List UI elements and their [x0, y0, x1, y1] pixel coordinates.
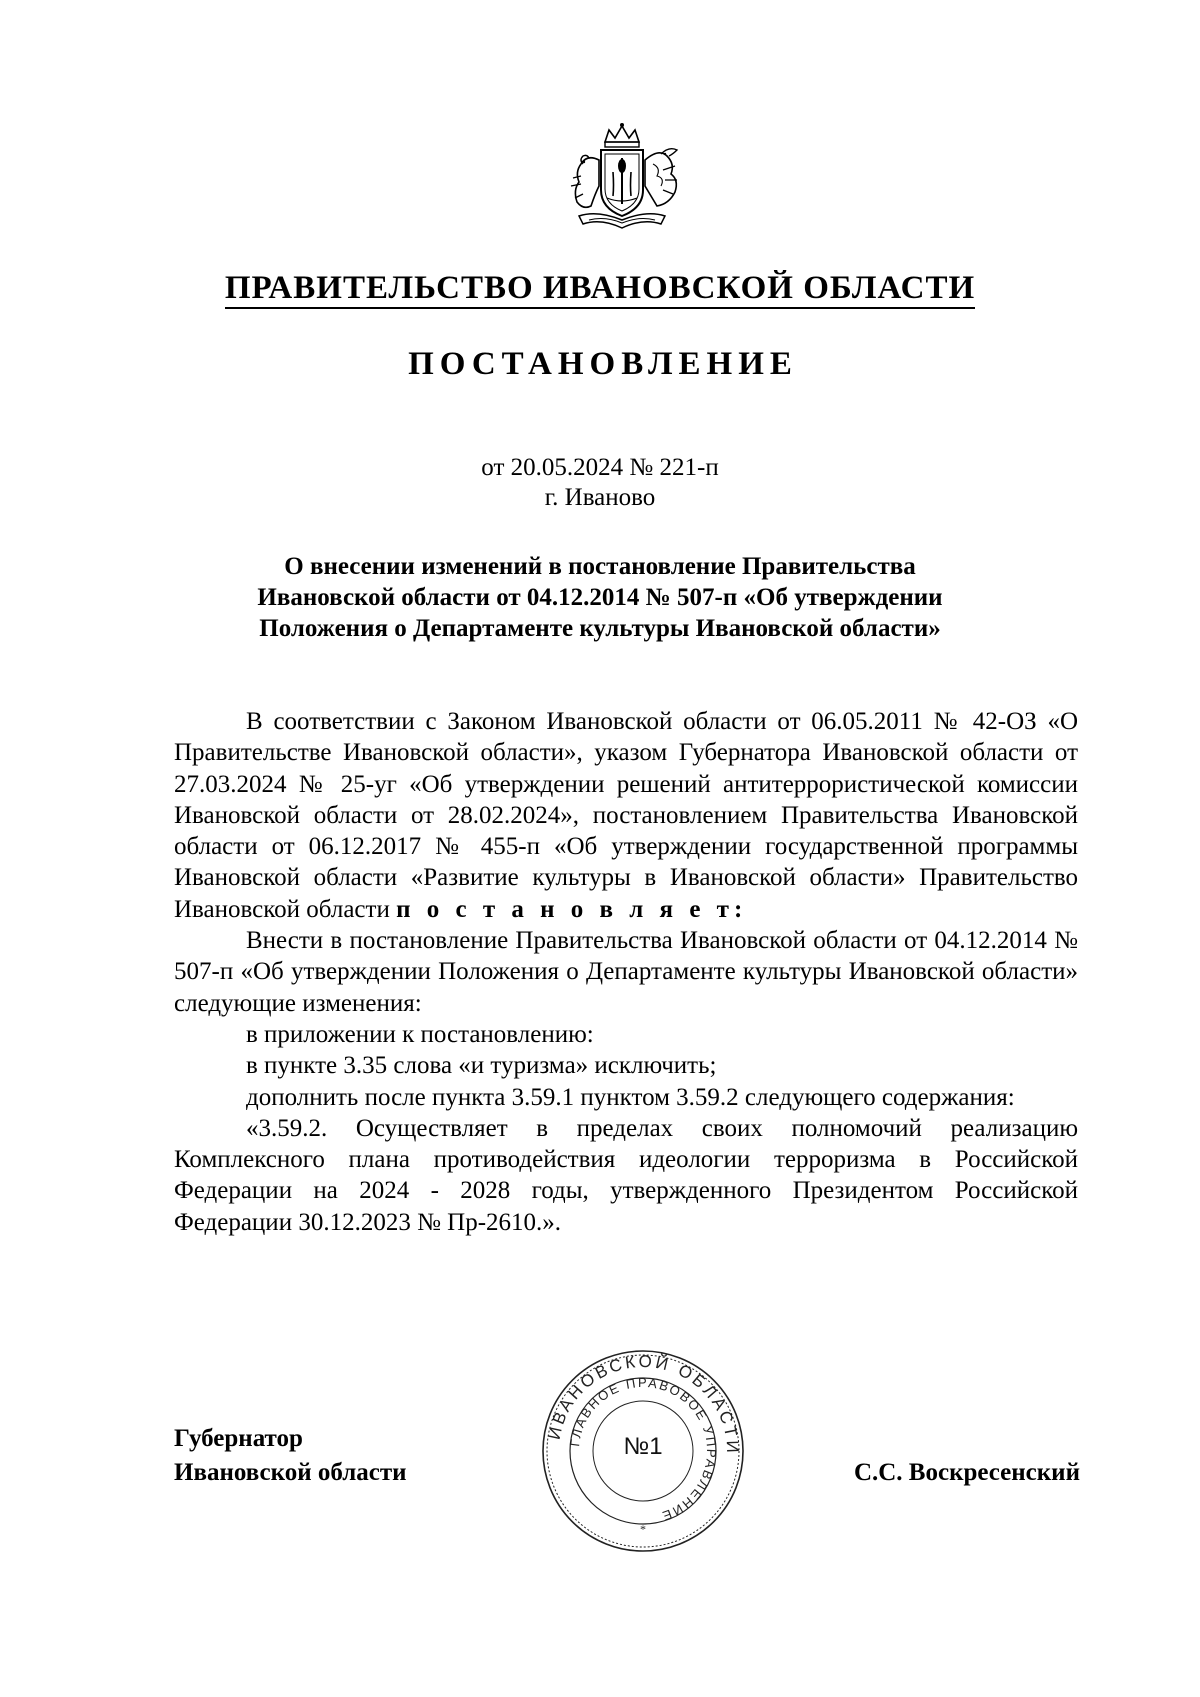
preamble-paragraph [174, 706, 1078, 925]
signatory-position [174, 1422, 407, 1490]
stamp-inner-text: ГЛАВНОЕ ПРАВОВОЕ УПРАВЛЕНИЕ [567, 1374, 720, 1525]
document-city: г. Иваново [544, 484, 656, 511]
preamble-text: В соответствии с Законом Ивановской области от 06.05.2011 № 42-ОЗ «О Правительстве Ивановской области», указом Губернатора Ивановской области от 27.03.2024 № 25-уг «Об утверждении решений антитеррористической комиссии Ивановской области от 28.02.2024», постановлением Правительства Ивановской области от 06.12.2017 № 455-п «Об утверждении государственной программы Ивановской области «Развитие культуры в Ивановской области» Правительство Ивановской области [174, 708, 1078, 923]
signatory-position-line: Губернатор [174, 1425, 303, 1452]
document-date-number: от 20.05.2024 № 221-п [481, 454, 719, 481]
organization-title [0, 270, 1200, 307]
stamp-number: №1 [623, 1433, 663, 1460]
body-paragraph: в пункте 3.35 слова «и туризма» исключить; [246, 1052, 717, 1080]
body-paragraph: в приложении к постановлению: [246, 1020, 594, 1048]
svg-text:*: * [640, 1522, 646, 1536]
subject-line: Ивановской области от 04.12.2014 № 507-п «Об утверждении [257, 584, 943, 611]
document-body [174, 706, 1078, 1238]
signatory-position-line: Ивановской области [174, 1459, 407, 1486]
organization-title-text: ПРАВИТЕЛЬСТВО ИВАНОВСКОЙ ОБЛАСТИ [225, 270, 975, 309]
body-paragraph: дополнить после пункта 3.59.1 пунктом 3.59.2 следующего содержания: [246, 1083, 1015, 1111]
document-type: ПОСТАНОВЛЕНИЕ [408, 346, 798, 382]
subject-line: Положения о Департаменте культуры Ивановской области» [259, 615, 941, 642]
body-paragraph: «3.59.2. Осуществляет в пределах своих полномочий реализацию Комплексного плана противодействия идеологии терроризма в Российской Федерации на 2024 - 2028 годы, утвержденного Президентом Российской Федерации 30.12.2023 № Пр-2610.». [174, 1114, 1078, 1236]
signatory-name: С.С. Воскресенский [853, 1459, 1080, 1486]
official-stamp [540, 1348, 746, 1554]
subject-line: О внесении изменений в постановление Правительства [284, 553, 916, 580]
coat-of-arms-icon [557, 120, 687, 232]
document-subject [0, 551, 1200, 644]
resolves-text: п о с т а н о в л я е т: [396, 895, 748, 923]
stamp-outer-text: ИВАНОВСКОЙ ОБЛАСТИ [544, 1351, 743, 1456]
body-paragraph: Внести в постановление Правительства Ивановской области от 04.12.2014 № 507-п «Об утверждении Положения о Департаменте культуры Ивановской области» следующие изменения: [174, 927, 1078, 1017]
